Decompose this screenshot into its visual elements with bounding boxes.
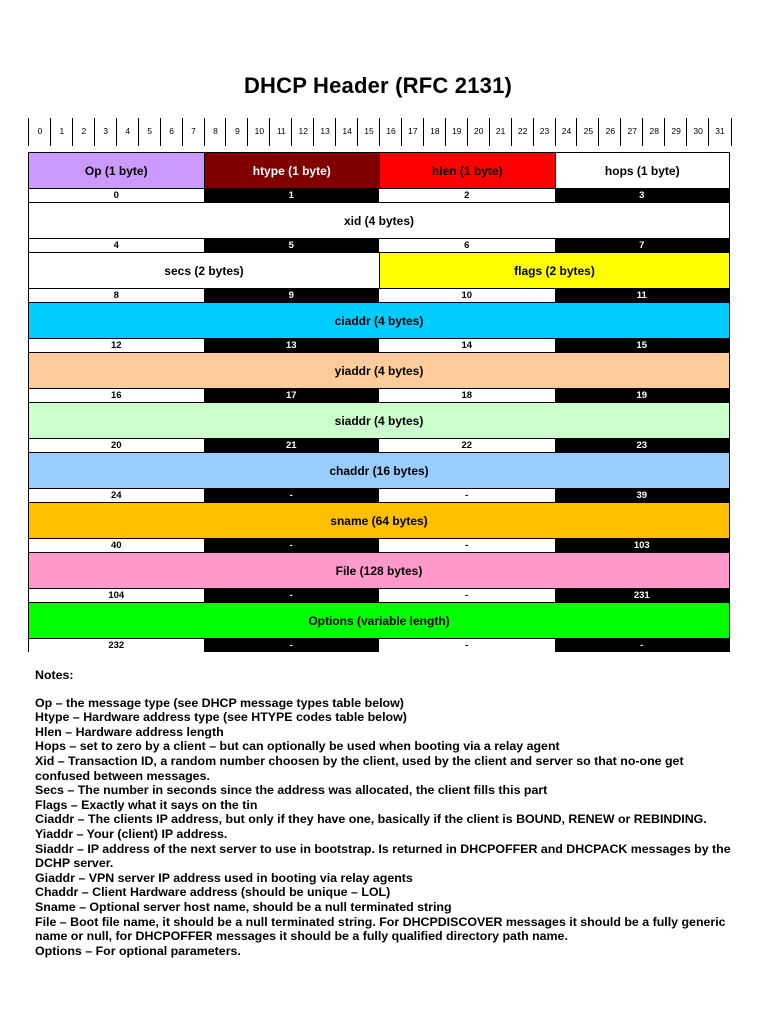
bit-label xyxy=(555,118,578,146)
bit-label xyxy=(357,118,380,146)
byte-offset: 5 xyxy=(204,239,380,252)
bit-label xyxy=(94,118,117,146)
byte-offset: - xyxy=(379,589,555,602)
bit-number: 22 xyxy=(517,126,528,136)
note-line: Sname – Optional server host name, should be a null terminated string xyxy=(35,899,452,914)
byte-offset: 23 xyxy=(555,439,730,452)
bit-number: 25 xyxy=(583,126,594,136)
bit-label xyxy=(708,118,732,146)
header-field: flags (2 bytes) xyxy=(379,252,730,289)
field-row xyxy=(28,302,730,339)
bit-label xyxy=(686,118,709,146)
field-row xyxy=(28,452,730,489)
bit-number: 18 xyxy=(430,126,440,136)
notes-section xyxy=(35,668,735,958)
bit-number: 23 xyxy=(539,126,550,136)
byte-offset: 13 xyxy=(204,339,380,352)
bit-label xyxy=(664,118,687,146)
bit-label xyxy=(423,118,446,146)
note-line: File – Boot file name, it should be a null terminated string. For DHCPDISCOVER messages it should be a fully generic name or null, for DHCPOFFER messages it should be a fully qualified directory path name. xyxy=(35,914,730,944)
byte-offset: 104 xyxy=(29,589,204,602)
byte-offset: - xyxy=(379,639,555,652)
bit-label xyxy=(247,118,270,146)
byte-offset: 21 xyxy=(204,439,380,452)
bit-number: 17 xyxy=(408,126,418,136)
field-row xyxy=(28,402,730,439)
bit-label xyxy=(467,118,490,146)
bit-number: 11 xyxy=(276,126,286,136)
note-line: Hlen – Hardware address length xyxy=(35,724,224,739)
bit-number: 27 xyxy=(627,126,638,136)
byte-offset: - xyxy=(379,489,555,502)
note-line: Yiaddr – Your (client) IP address. xyxy=(35,826,228,841)
note-line: Secs – The number in seconds since the address was allocated, the client fills this part xyxy=(35,783,548,798)
bit-number: 7 xyxy=(191,126,196,136)
byte-offset: 1 xyxy=(204,189,380,202)
byte-offset: 16 xyxy=(29,389,204,402)
note-line: Op – the message type (see DHCP message types table below) xyxy=(35,695,404,710)
bit-label xyxy=(313,118,336,146)
bit-number: 24 xyxy=(561,126,572,136)
byte-offset: 6 xyxy=(379,239,555,252)
byte-offset: 12 xyxy=(29,339,204,352)
byte-offset: - xyxy=(204,589,380,602)
bit-label xyxy=(445,118,468,146)
note-line: Htype – Hardware address type (see HTYPE codes table below) xyxy=(35,710,407,725)
field-row xyxy=(28,352,730,389)
bit-label xyxy=(160,118,183,146)
bit-number: 12 xyxy=(298,126,308,136)
header-field: yiaddr (4 bytes) xyxy=(28,352,730,389)
byte-offset-strip xyxy=(28,639,730,652)
bit-number: 14 xyxy=(342,126,352,136)
byte-offset: 22 xyxy=(379,439,555,452)
note-line: Hops – set to zero by a client – but can optionally be used when booting via a relay agent xyxy=(35,739,560,754)
bit-label xyxy=(72,118,95,146)
bit-label xyxy=(28,118,51,146)
byte-offset-strip xyxy=(28,589,730,602)
field-row xyxy=(28,202,730,239)
bit-label xyxy=(620,118,643,146)
field-row xyxy=(28,152,730,189)
byte-offset: 17 xyxy=(204,389,380,402)
bit-label xyxy=(138,118,161,146)
bit-label xyxy=(642,118,665,146)
header-field: sname (64 bytes) xyxy=(28,502,730,539)
header-field: chaddr (16 bytes) xyxy=(28,452,730,489)
byte-offset: 4 xyxy=(29,239,204,252)
bit-number: 6 xyxy=(169,126,174,136)
byte-offset: 3 xyxy=(555,189,730,202)
byte-offset-strip xyxy=(28,289,730,302)
bit-label xyxy=(204,118,227,146)
bit-label xyxy=(533,118,556,146)
byte-offset: - xyxy=(204,489,380,502)
byte-offset-strip xyxy=(28,189,730,202)
byte-offset: 18 xyxy=(379,389,555,402)
bit-number: 0 xyxy=(37,126,43,136)
header-field: hops (1 byte) xyxy=(555,152,731,189)
header-field: siaddr (4 bytes) xyxy=(28,402,730,439)
byte-offset: 231 xyxy=(555,589,730,602)
byte-offset: 10 xyxy=(379,289,555,302)
note-line: Ciaddr – The clients IP address, but only if they have one, basically if the client is BOUND, RENEW or REBINDING. xyxy=(35,812,707,827)
byte-offset-strip xyxy=(28,389,730,402)
bit-label xyxy=(116,118,139,146)
note-line: Options – For optional parameters. xyxy=(35,943,241,958)
header-field: htype (1 byte) xyxy=(204,152,380,189)
bit-label xyxy=(401,118,424,146)
byte-offset: - xyxy=(204,639,380,652)
bit-number: 8 xyxy=(213,126,218,136)
header-field: secs (2 bytes) xyxy=(28,252,379,289)
notes-heading: Notes: xyxy=(35,668,74,682)
bit-number: 3 xyxy=(103,126,109,136)
byte-offset: 232 xyxy=(29,639,204,652)
byte-offset: 2 xyxy=(379,189,555,202)
dhcp-header-diagram xyxy=(28,152,730,652)
bit-number: 9 xyxy=(235,126,240,136)
bit-label xyxy=(225,118,248,146)
bit-label xyxy=(291,118,314,146)
byte-offset-strip xyxy=(28,489,730,502)
bit-number: 10 xyxy=(254,126,265,136)
notes-list xyxy=(35,696,735,959)
header-field: Options (variable length) xyxy=(28,602,730,639)
note-line: Chaddr – Client Hardware address (should be unique – LOL) xyxy=(35,885,391,900)
bit-ruler xyxy=(28,118,730,146)
byte-offset: 0 xyxy=(29,189,204,202)
bit-label xyxy=(335,118,358,146)
byte-offset: 103 xyxy=(555,539,730,552)
byte-offset: 11 xyxy=(555,289,730,302)
bit-number: 13 xyxy=(320,126,330,136)
bit-number: 21 xyxy=(495,126,506,136)
field-row xyxy=(28,552,730,589)
bit-number: 4 xyxy=(125,126,131,136)
byte-offset: 24 xyxy=(29,489,204,502)
byte-offset-strip xyxy=(28,239,730,252)
header-field: xid (4 bytes) xyxy=(28,202,730,239)
field-row xyxy=(28,602,730,639)
field-row xyxy=(28,252,730,289)
byte-offset: 7 xyxy=(555,239,730,252)
bit-label xyxy=(576,118,599,146)
bit-number: 16 xyxy=(386,126,396,136)
bit-label xyxy=(489,118,512,146)
byte-offset: - xyxy=(555,639,730,652)
byte-offset: 8 xyxy=(29,289,204,302)
byte-offset: 15 xyxy=(555,339,730,352)
bit-label xyxy=(379,118,402,146)
byte-offset: 40 xyxy=(29,539,204,552)
byte-offset-strip xyxy=(28,539,730,552)
header-field: Op (1 byte) xyxy=(28,152,204,189)
header-field: hlen (1 byte) xyxy=(379,152,555,189)
bit-number: 5 xyxy=(147,126,153,136)
bit-number: 1 xyxy=(59,126,65,136)
byte-offset: - xyxy=(204,539,380,552)
bit-label xyxy=(269,118,292,146)
bit-number: 29 xyxy=(671,126,681,136)
byte-offset: 39 xyxy=(555,489,730,502)
byte-offset: 9 xyxy=(204,289,380,302)
note-line: Giaddr – VPN server IP address used in booting via relay agents xyxy=(35,870,413,885)
byte-offset: 14 xyxy=(379,339,555,352)
field-row xyxy=(28,502,730,539)
page-title: DHCP Header (RFC 2131) xyxy=(243,73,513,98)
bit-number: 2 xyxy=(81,126,87,136)
byte-offset-strip xyxy=(28,439,730,452)
byte-offset: 20 xyxy=(29,439,204,452)
bit-number: 20 xyxy=(473,126,484,136)
note-line: Flags – Exactly what it says on the tin xyxy=(35,797,258,812)
bit-number: 26 xyxy=(605,126,616,136)
bit-number: 15 xyxy=(364,126,374,136)
bit-number: 30 xyxy=(693,126,703,136)
note-line: Siaddr – IP address of the next server to use in bootstrap. Is returned in DHCPOFFER and DHCPACK messages by the DCHP server. xyxy=(35,841,735,871)
byte-offset: - xyxy=(379,539,555,552)
header-field: File (128 bytes) xyxy=(28,552,730,589)
bit-label xyxy=(511,118,534,146)
bit-label xyxy=(50,118,73,146)
bit-number: 19 xyxy=(452,126,462,136)
byte-offset: 19 xyxy=(555,389,730,402)
note-line: Xid – Transaction ID, a random number choosen by the client, used by the client and server so that no-one get confused between messages. xyxy=(35,753,688,783)
header-field: ciaddr (4 bytes) xyxy=(28,302,730,339)
bit-number: 28 xyxy=(649,126,659,136)
bit-label xyxy=(598,118,621,146)
bit-number: 31 xyxy=(715,126,725,136)
bit-label xyxy=(182,118,205,146)
byte-offset-strip xyxy=(28,339,730,352)
